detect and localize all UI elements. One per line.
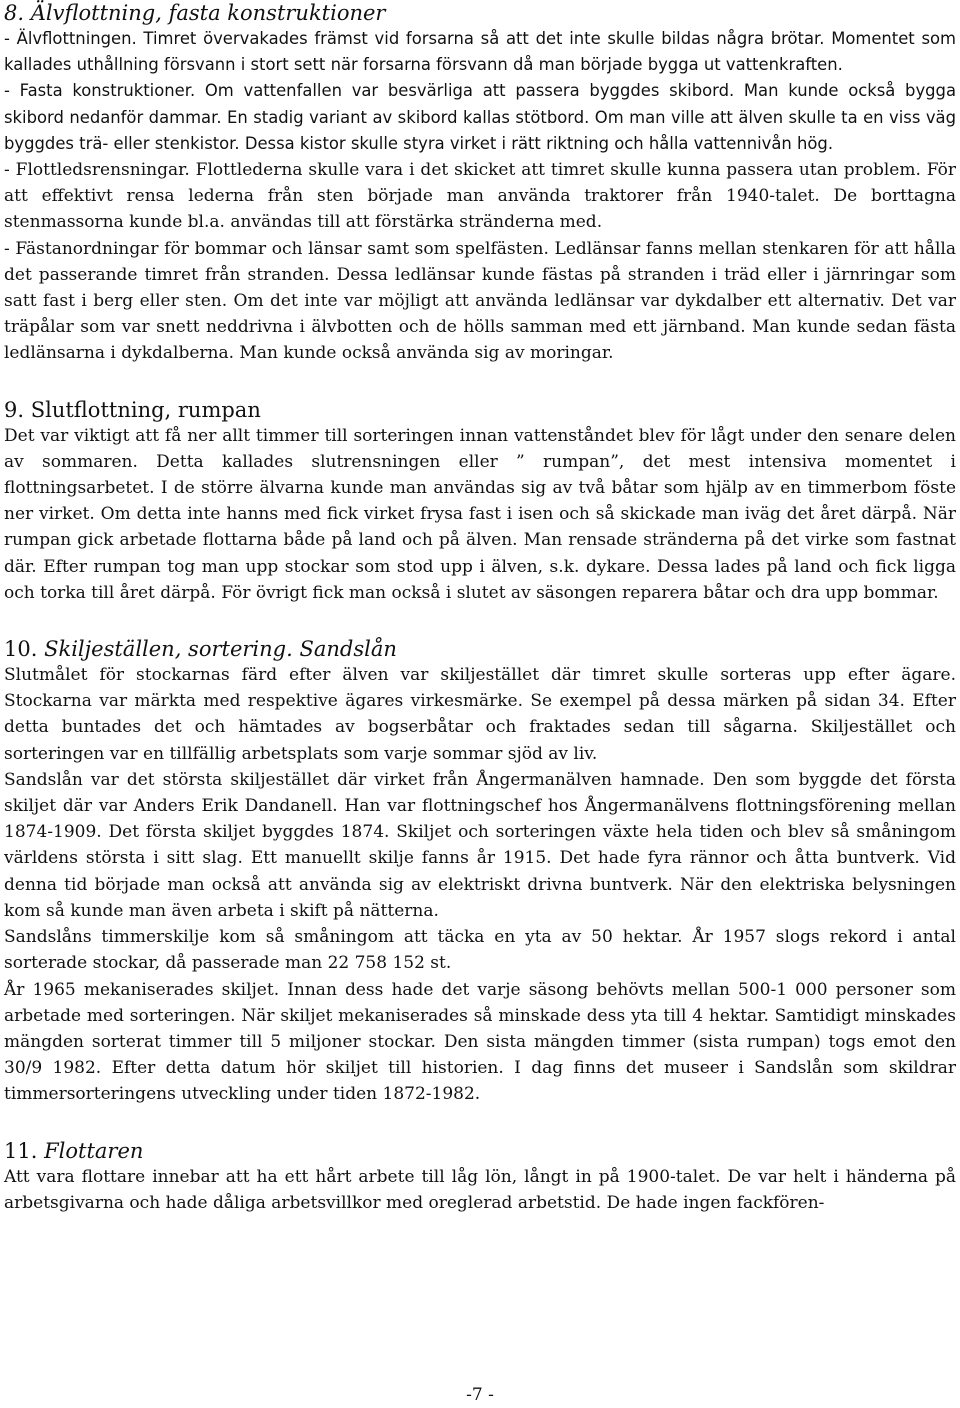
- paragraph: - Fasta konstruktioner. Om vattenfallen var besvärliga att passera byggdes skibord. Man kunde också bygga skibord nedanför dammar. En stadig variant av skibord kallas stötbord. Om man ville att älven skulle ta en viss väg byggdes trä- eller stenkistor. Dessa kistor skulle styra virket i rätt riktning och hålla vattennivån hög.: [4, 81, 956, 153]
- paragraph: - Flottledsrensningar. Flottlederna skulle vara i det skicket att timret skulle kunna passera utan problem. För att effektivt rensa lederna från sten började man använda traktorer från 1940-talet. De borttagna stenmassorna kunde bl.a. användas till att förstärka stränderna med.: [4, 160, 956, 233]
- paragraph: - Älvflottningen. Timret övervakades främst vid forsarna så att det inte skulle bildas några brötar. Momentet som kallades uthållning försvann i stort sett när forsarna försvann då man började bygga ut vattenkraften.: [4, 29, 956, 75]
- section-title: Skiljeställen, sortering. Sandslån: [44, 637, 397, 662]
- section-11: [4, 1138, 956, 1216]
- paragraph: Slutmålet för stockarnas färd efter älven var skiljestället där timret skulle sorteras upp efter ägare. Stockarna var märkta med respektive ägares virkesmärke. Se exempel på dessa märken på sidan 34. Efter detta buntades det och hämtades av bogserbåtar och fraktades sedan till sågarna. Skiljestället och sorteringen var en tillfällig arbetsplats som varje sommar sjöd av liv.: [4, 665, 956, 764]
- section-number: 8.: [4, 1, 25, 25]
- paragraph: Det var viktigt att få ner allt timmer till sorteringen innan vattenståndet blev för lågt under den senare delen av sommaren. Detta kallades slutrensningen eller ” rumpan”, det mest intensiva momentet i flottningsarbetet. I de större älvarna kunde man användas sig av två båtar som hjälp av en timmerbom föste ner virket. Om detta inte hanns med fick virket frysa fast i isen och så skickade man iväg det året därpå. När rumpan gick arbetade flottarna både på land och på älven. Man rensade stränderna på det virke som fastnat där. Efter rumpan tog man upp stockar som stod upp i älven, s.k. dykare. Dessa lades på land och fick ligga och torka till året därpå. För övrigt fick man också i slutet av säsongen reparera båtar och dra upp bommar.: [4, 425, 956, 603]
- section-9: [4, 397, 956, 606]
- document-page: [4, 0, 956, 1216]
- paragraph: Sandslåns timmerskilje kom så småningom att täcka en yta av 50 hektar. År 1957 slogs rekord i antal sorterade stockar, då passerade man 22 758 152 st.: [4, 927, 956, 974]
- paragraph: Sandslån var det största skiljestället där virket från Ångermanälven hamnade. Den som byggde det första skiljet där var Anders Erik Dandanell. Han var flottningschef hos Ångermanälvens flottningsförening mellan 1874-1909. Det första skiljet byggdes 1874. Skiljet och sorteringen växte hela tiden och blev så småningom världens största i sitt slag. Ett manuellt skilje fanns år 1915. Det hade fyra rännor och åtta buntverk. Vid denna tid började man också att använda sig av elektriskt drivna buntverk. När den elektriska belysningen kom så kunde man även arbeta i skift på nätterna.: [4, 769, 956, 921]
- paragraph: Att vara flottare innebar att ha ett hårt arbete till låg lön, långt in på 1900-talet. De var helt i händerna på arbetsgivarna och hade dåliga arbetsvillkor med oreglerad arbetstid. De hade ingen fackfören-: [4, 1166, 956, 1213]
- section-heading: [4, 397, 956, 423]
- section-number: 9.: [4, 397, 25, 422]
- section-heading: [4, 0, 956, 26]
- section-title: Slutflottning, rumpan: [30, 397, 261, 422]
- section-spacer: [4, 367, 956, 397]
- paragraph: År 1965 mekaniserades skiljet. Innan dess hade det varje säsong behövts mellan 500-1 000 personer som arbetade med sorteringen. När skiljet mekaniserades så minskade dess yta till 4 hektar. Samtidigt minskades mängden sorterat timmer till 5 miljoner stockar. Den sista mängden timmer (sista rumpan) togs emot den 30/9 1982. Efter detta datum hör skiljet till historien. I dag finns det museer i Sandslån som skildrar timmersorteringens utveckling under tiden 1872-1982.: [4, 979, 956, 1105]
- section-8: [4, 0, 956, 367]
- section-spacer: [4, 606, 956, 636]
- page-number: -7 -: [466, 1385, 494, 1405]
- section-heading: [4, 636, 956, 662]
- section-heading: [4, 1138, 956, 1164]
- section-10: [4, 636, 956, 1107]
- paragraph: - Fästanordningar för bommar och länsar samt som spelfästen. Ledlänsar fanns mellan stenkaren för att hålla det passerande timret från stranden. Dessa ledlänsar kunde fästas på stranden i träd eller i järnringar som satt fast i berg eller sten. Om det inte var möjligt att använda ledlänsar var dykdalber ett alternativ. Det var träpålar som var snett neddrivna i älvbotten och de hölls samman med ett järnband. Man kunde sedan fästa ledlänsarna i dykdalberna. Man kunde också använda sig av moringar.: [4, 238, 956, 364]
- section-title: Älvflottning, fasta konstruktioner: [30, 1, 386, 25]
- section-number: 11.: [4, 1138, 38, 1163]
- section-title: Flottaren: [44, 1138, 144, 1163]
- section-spacer: [4, 1108, 956, 1138]
- section-number: 10.: [4, 637, 38, 662]
